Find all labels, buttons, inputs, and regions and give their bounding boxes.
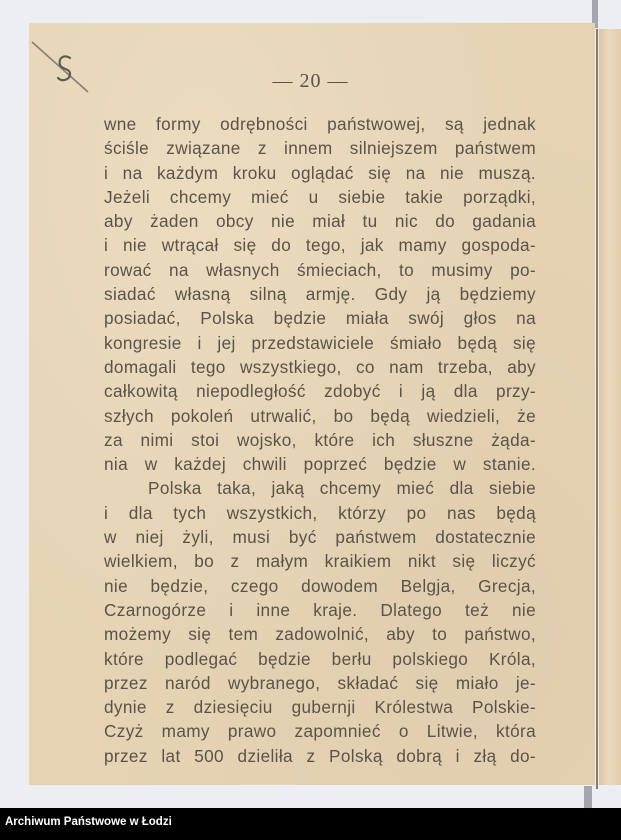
text-line: przez lat 500 dzieliła z Polską dobrą i złą do- <box>104 745 536 766</box>
page-number: — 20 — <box>272 70 349 92</box>
text-line: Czyż mamy prawo zapomnieć o Litwie, która <box>104 721 536 742</box>
text-line: i dla tych wszystkich, którzy po nas będą <box>104 502 536 523</box>
text-line: nia w każdej chwili poprzeć będzie w stanie. <box>104 454 536 475</box>
text-line: całkowitą niepodległość zdobyć i ją dla przy- <box>104 381 536 402</box>
text-line: rować na własnych śmieciach, to musimy po- <box>104 259 536 280</box>
text-line: aby żaden obcy nie miał tu nic do gadania <box>104 211 536 232</box>
text-line: przez naród wybranego, składać się miało je- <box>104 672 536 693</box>
text-line: nie będzie, czego dowodem Belgja, Grecja, <box>104 575 536 596</box>
adjacent-page-edge <box>599 29 621 785</box>
text-line: domagali tego wszystkiego, co nam trzeba, aby <box>104 356 536 377</box>
text-line: posiadać, Polska będzie miała swój głos na <box>104 308 536 329</box>
text-line: dynie z dziesięciu gubernji Królestwa Polskie- <box>104 697 536 718</box>
text-line: siadać własną silną armję. Gdy ją będziemy <box>104 284 536 305</box>
text-line: za nimi stoi wojsko, które ich słuszne żąda- <box>104 429 536 450</box>
body-text <box>104 112 536 768</box>
text-line: które podlegać będzie berłu polskiego Króla, <box>104 648 536 669</box>
text-line: Jeżeli chcemy mieć u siebie takie porządki, <box>104 186 536 207</box>
text-line: i nie wtrącał się do tego, jak mamy gospoda- <box>104 235 536 256</box>
scanner-bar-bottom <box>584 786 592 808</box>
text-line: kongresie i jej przedstawiciele śmiało będą się <box>104 332 536 353</box>
text-line: Polska taka, jaką chcemy mieć dla siebie <box>148 478 536 499</box>
text-line: wielkiem, bo z małym kraikiem nikt się liczyć <box>104 551 536 572</box>
text-line: możemy się tem zadowolnić, aby to państwo, <box>104 624 536 645</box>
page-gutter <box>596 29 598 789</box>
footer-bar <box>0 808 621 840</box>
text-line: ściśle związane z innem silniejszem państwem <box>104 138 536 159</box>
text-line: Czarnogórze i inne kraje. Dlatego też nie <box>104 599 536 620</box>
text-line: i na każdym kroku oglądać się na nie muszą. <box>104 162 536 183</box>
text-line: szłych pokoleń utrwalić, bo będą wiedzieli, że <box>104 405 536 426</box>
text-line: w niej żyli, musi być państwem dostatecznie <box>104 527 536 548</box>
archive-label: Archiwum Państwowe w Łodzi <box>5 816 172 828</box>
text-line: wne formy odrębności państwowej, są jednak <box>104 114 536 134</box>
